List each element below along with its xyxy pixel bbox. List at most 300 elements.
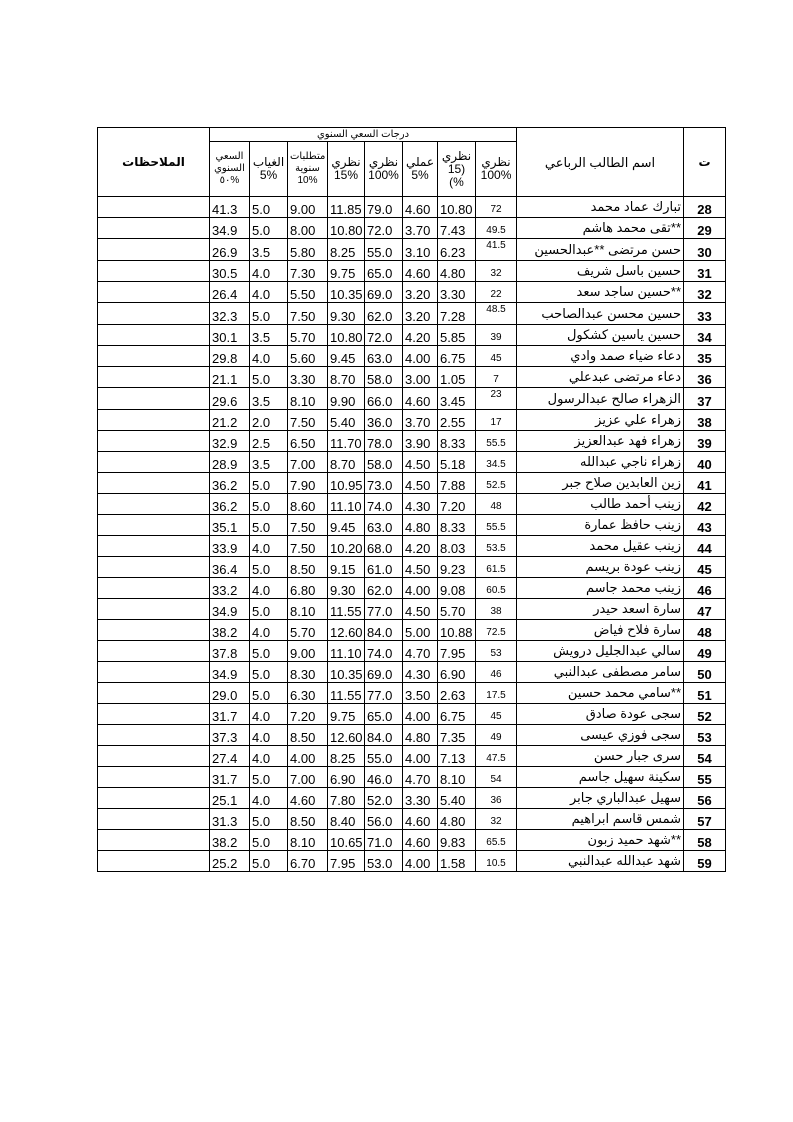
student-name-cell: حسين ياسين كشكول bbox=[517, 325, 684, 346]
annual-total-cell: 34.9 bbox=[210, 662, 250, 683]
annual-total-cell: 34.9 bbox=[210, 599, 250, 620]
practical-cell: 3.20 bbox=[403, 303, 438, 325]
absence-cell: 3.5 bbox=[250, 388, 288, 410]
notes-cell bbox=[98, 557, 210, 578]
practical-cell: 3.00 bbox=[403, 367, 438, 388]
theory-15-cell-a: 3.45 bbox=[438, 388, 476, 410]
theory-15-cell-a: 5.40 bbox=[438, 788, 476, 809]
theory-100-cell-a: 55.5 bbox=[476, 431, 517, 452]
theory-100-cell-b: 46.0 bbox=[365, 767, 403, 788]
annual-total-header: السعي السنوي %٥٠ bbox=[210, 142, 250, 197]
practical-cell: 4.00 bbox=[403, 704, 438, 725]
table-row bbox=[98, 641, 726, 662]
index-cell: 40 bbox=[684, 452, 726, 473]
annual-total-cell: 33.2 bbox=[210, 578, 250, 599]
theory-15-cell-a: 8.33 bbox=[438, 431, 476, 452]
table-row bbox=[98, 620, 726, 641]
table-row bbox=[98, 473, 726, 494]
theory-100-cell-a: 34.5 bbox=[476, 452, 517, 473]
requirements-cell: 8.50 bbox=[288, 557, 328, 578]
annual-total-cell: 27.4 bbox=[210, 746, 250, 767]
theory-15-cell-a: 10.88 bbox=[438, 620, 476, 641]
student-name-cell: سجى فوزي عيسى bbox=[517, 725, 684, 746]
notes-cell bbox=[98, 788, 210, 809]
index-header: ت bbox=[684, 128, 726, 197]
annual-total-cell: 36.2 bbox=[210, 494, 250, 515]
absence-cell: 4.0 bbox=[250, 261, 288, 282]
index-cell: 48 bbox=[684, 620, 726, 641]
annual-total-cell: 36.2 bbox=[210, 473, 250, 494]
absence-cell: 2.5 bbox=[250, 431, 288, 452]
theory-15-cell-b: 7.95 bbox=[328, 851, 365, 872]
practical-5-header: عملي 5% bbox=[403, 142, 438, 197]
theory-100-cell-a: 72.5 bbox=[476, 620, 517, 641]
annual-total-cell: 25.1 bbox=[210, 788, 250, 809]
theory-100-cell-b: 72.0 bbox=[365, 218, 403, 239]
annual-total-cell: 34.9 bbox=[210, 218, 250, 239]
theory-15-cell-b: 10.20 bbox=[328, 536, 365, 557]
index-cell: 53 bbox=[684, 725, 726, 746]
index-cell: 57 bbox=[684, 809, 726, 830]
theory-15-cell-b: 10.35 bbox=[328, 282, 365, 303]
practical-cell: 4.20 bbox=[403, 536, 438, 557]
theory-15-cell-b: 9.45 bbox=[328, 515, 365, 536]
requirements-cell: 3.30 bbox=[288, 367, 328, 388]
theory-100-header-b: نظري 100% bbox=[365, 142, 403, 197]
notes-cell bbox=[98, 388, 210, 410]
absence-cell: 5.0 bbox=[250, 494, 288, 515]
requirements-cell: 6.70 bbox=[288, 851, 328, 872]
table-row bbox=[98, 767, 726, 788]
student-name-header: اسم الطالب الرباعي bbox=[517, 128, 684, 197]
index-cell: 30 bbox=[684, 239, 726, 261]
table-row bbox=[98, 239, 726, 261]
theory-100-cell-b: 61.0 bbox=[365, 557, 403, 578]
absence-cell: 4.0 bbox=[250, 620, 288, 641]
requirements-cell: 7.00 bbox=[288, 452, 328, 473]
theory-15-cell-b: 9.90 bbox=[328, 388, 365, 410]
absence-cell: 3.5 bbox=[250, 325, 288, 346]
theory-100-cell-b: 72.0 bbox=[365, 325, 403, 346]
theory-15-cell-a: 5.85 bbox=[438, 325, 476, 346]
table-row bbox=[98, 261, 726, 282]
notes-cell bbox=[98, 578, 210, 599]
student-name-cell: شمس قاسم ابراهيم bbox=[517, 809, 684, 830]
requirements-cell: 8.50 bbox=[288, 809, 328, 830]
student-name-cell: الزهراء صالح عبدالرسول bbox=[517, 388, 684, 410]
theory-100-cell-a: 47.5 bbox=[476, 746, 517, 767]
theory-100-cell-b: 79.0 bbox=[365, 197, 403, 218]
index-cell: 36 bbox=[684, 367, 726, 388]
practical-cell: 4.50 bbox=[403, 599, 438, 620]
theory-15-cell-b: 7.80 bbox=[328, 788, 365, 809]
requirements-cell: 4.60 bbox=[288, 788, 328, 809]
theory-100-cell-a: 17 bbox=[476, 410, 517, 431]
table-row bbox=[98, 325, 726, 346]
student-name-cell: حسن مرتضى **عبدالحسين bbox=[517, 239, 684, 261]
requirements-cell: 5.70 bbox=[288, 325, 328, 346]
requirements-cell: 5.80 bbox=[288, 239, 328, 261]
table-row bbox=[98, 662, 726, 683]
theory-15-cell-b: 8.70 bbox=[328, 452, 365, 473]
theory-15-cell-b: 8.70 bbox=[328, 367, 365, 388]
theory-100-cell-b: 58.0 bbox=[365, 367, 403, 388]
theory-100-cell-b: 63.0 bbox=[365, 515, 403, 536]
theory-15-cell-a: 8.03 bbox=[438, 536, 476, 557]
requirements-cell: 8.10 bbox=[288, 388, 328, 410]
student-name-cell: دعاء ضياء صمد وادي bbox=[517, 346, 684, 367]
notes-cell bbox=[98, 767, 210, 788]
theory-100-cell-a: 32 bbox=[476, 809, 517, 830]
theory-15-cell-a: 9.23 bbox=[438, 557, 476, 578]
table-row bbox=[98, 578, 726, 599]
requirements-cell: 7.00 bbox=[288, 767, 328, 788]
theory-15-cell-b: 6.90 bbox=[328, 767, 365, 788]
theory-100-cell-a: 10.5 bbox=[476, 851, 517, 872]
theory-15-cell-b: 12.60 bbox=[328, 725, 365, 746]
student-name-cell: سارة فلاح فياض bbox=[517, 620, 684, 641]
student-name-cell: سجى عودة صادق bbox=[517, 704, 684, 725]
theory-15-cell-a: 1.58 bbox=[438, 851, 476, 872]
theory-100-cell-b: 74.0 bbox=[365, 641, 403, 662]
theory-100-cell-a: 49.5 bbox=[476, 218, 517, 239]
notes-cell bbox=[98, 239, 210, 261]
index-cell: 38 bbox=[684, 410, 726, 431]
absence-cell: 3.5 bbox=[250, 239, 288, 261]
table-row bbox=[98, 809, 726, 830]
theory-15-cell-b: 10.65 bbox=[328, 830, 365, 851]
practical-cell: 4.20 bbox=[403, 325, 438, 346]
table-row bbox=[98, 746, 726, 767]
student-name-cell: حسين باسل شريف bbox=[517, 261, 684, 282]
requirements-cell: 7.50 bbox=[288, 536, 328, 557]
table-row bbox=[98, 197, 726, 218]
absence-header: الغياب 5% bbox=[250, 142, 288, 197]
index-cell: 43 bbox=[684, 515, 726, 536]
notes-cell bbox=[98, 282, 210, 303]
annual-total-cell: 32.3 bbox=[210, 303, 250, 325]
theory-100-cell-a: 41.5 bbox=[476, 239, 517, 261]
theory-15-cell-a: 4.80 bbox=[438, 809, 476, 830]
notes-cell bbox=[98, 367, 210, 388]
notes-cell bbox=[98, 599, 210, 620]
notes-cell bbox=[98, 261, 210, 282]
index-cell: 31 bbox=[684, 261, 726, 282]
absence-cell: 4.0 bbox=[250, 282, 288, 303]
theory-15-header-a: نظري (15 %) bbox=[438, 142, 476, 197]
student-name-cell: **شهد حميد زبون bbox=[517, 830, 684, 851]
practical-cell: 4.60 bbox=[403, 261, 438, 282]
table-row bbox=[98, 704, 726, 725]
notes-cell bbox=[98, 410, 210, 431]
absence-cell: 2.0 bbox=[250, 410, 288, 431]
practical-cell: 4.70 bbox=[403, 767, 438, 788]
theory-15-cell-a: 7.35 bbox=[438, 725, 476, 746]
theory-100-cell-a: 49 bbox=[476, 725, 517, 746]
requirements-header: متطلبات سنوية 10% bbox=[288, 142, 328, 197]
absence-cell: 5.0 bbox=[250, 851, 288, 872]
annual-total-cell: 31.3 bbox=[210, 809, 250, 830]
theory-100-cell-b: 74.0 bbox=[365, 494, 403, 515]
table-row bbox=[98, 557, 726, 578]
theory-15-cell-a: 9.08 bbox=[438, 578, 476, 599]
absence-cell: 5.0 bbox=[250, 683, 288, 704]
theory-100-cell-b: 69.0 bbox=[365, 662, 403, 683]
annual-total-cell: 30.5 bbox=[210, 261, 250, 282]
annual-total-cell: 36.4 bbox=[210, 557, 250, 578]
practical-cell: 4.60 bbox=[403, 197, 438, 218]
annual-total-cell: 33.9 bbox=[210, 536, 250, 557]
practical-cell: 3.70 bbox=[403, 218, 438, 239]
table-row bbox=[98, 282, 726, 303]
theory-15-cell-a: 7.20 bbox=[438, 494, 476, 515]
notes-cell bbox=[98, 431, 210, 452]
notes-cell bbox=[98, 303, 210, 325]
theory-100-cell-b: 68.0 bbox=[365, 536, 403, 557]
theory-100-cell-b: 69.0 bbox=[365, 282, 403, 303]
theory-15-cell-a: 7.43 bbox=[438, 218, 476, 239]
table-row bbox=[98, 851, 726, 872]
theory-100-cell-b: 66.0 bbox=[365, 388, 403, 410]
requirements-cell: 7.20 bbox=[288, 704, 328, 725]
index-cell: 44 bbox=[684, 536, 726, 557]
student-name-cell: حسين محسن عبدالصاحب bbox=[517, 303, 684, 325]
student-name-cell: شهد عبدالله عبدالنبي bbox=[517, 851, 684, 872]
absence-cell: 5.0 bbox=[250, 641, 288, 662]
index-cell: 51 bbox=[684, 683, 726, 704]
annual-total-cell: 37.8 bbox=[210, 641, 250, 662]
requirements-cell: 5.70 bbox=[288, 620, 328, 641]
annual-effort-group-header: درجات السعي السنوي bbox=[210, 128, 517, 142]
notes-cell bbox=[98, 662, 210, 683]
student-name-cell: زينب عقيل محمد bbox=[517, 536, 684, 557]
index-cell: 34 bbox=[684, 325, 726, 346]
student-name-cell: سالي عبدالجليل درويش bbox=[517, 641, 684, 662]
student-name-cell: سكينة سهيل جاسم bbox=[517, 767, 684, 788]
notes-cell bbox=[98, 830, 210, 851]
theory-100-cell-b: 62.0 bbox=[365, 578, 403, 599]
theory-100-header-a: نظري 100% bbox=[476, 142, 517, 197]
absence-cell: 4.0 bbox=[250, 346, 288, 367]
theory-15-cell-b: 9.30 bbox=[328, 578, 365, 599]
student-name-cell: سهيل عبدالباري جابر bbox=[517, 788, 684, 809]
theory-15-cell-a: 9.83 bbox=[438, 830, 476, 851]
annual-total-cell: 29.8 bbox=[210, 346, 250, 367]
theory-100-cell-a: 52.5 bbox=[476, 473, 517, 494]
practical-cell: 4.00 bbox=[403, 346, 438, 367]
theory-100-cell-b: 78.0 bbox=[365, 431, 403, 452]
requirements-cell: 6.30 bbox=[288, 683, 328, 704]
practical-cell: 4.50 bbox=[403, 473, 438, 494]
student-name-cell: دعاء مرتضى عبدعلي bbox=[517, 367, 684, 388]
table-row bbox=[98, 388, 726, 410]
annual-total-cell: 32.9 bbox=[210, 431, 250, 452]
annual-total-cell: 38.2 bbox=[210, 620, 250, 641]
student-name-cell: **تقى محمد هاشم bbox=[517, 218, 684, 239]
theory-100-cell-a: 48 bbox=[476, 494, 517, 515]
annual-total-cell: 30.1 bbox=[210, 325, 250, 346]
theory-100-cell-a: 61.5 bbox=[476, 557, 517, 578]
index-cell: 28 bbox=[684, 197, 726, 218]
annual-total-cell: 31.7 bbox=[210, 704, 250, 725]
theory-100-cell-b: 55.0 bbox=[365, 239, 403, 261]
annual-total-cell: 37.3 bbox=[210, 725, 250, 746]
practical-cell: 5.00 bbox=[403, 620, 438, 641]
absence-cell: 4.0 bbox=[250, 704, 288, 725]
theory-15-cell-b: 11.55 bbox=[328, 599, 365, 620]
annual-total-cell: 21.1 bbox=[210, 367, 250, 388]
annual-total-cell: 41.3 bbox=[210, 197, 250, 218]
theory-15-cell-b: 11.10 bbox=[328, 494, 365, 515]
notes-cell bbox=[98, 683, 210, 704]
requirements-cell: 9.00 bbox=[288, 197, 328, 218]
absence-cell: 5.0 bbox=[250, 473, 288, 494]
theory-100-cell-a: 45 bbox=[476, 346, 517, 367]
theory-15-cell-b: 8.25 bbox=[328, 746, 365, 767]
index-cell: 49 bbox=[684, 641, 726, 662]
index-cell: 56 bbox=[684, 788, 726, 809]
theory-100-cell-b: 73.0 bbox=[365, 473, 403, 494]
index-cell: 29 bbox=[684, 218, 726, 239]
theory-15-cell-a: 6.90 bbox=[438, 662, 476, 683]
index-cell: 50 bbox=[684, 662, 726, 683]
student-name-cell: زينب عودة بريسم bbox=[517, 557, 684, 578]
notes-cell bbox=[98, 325, 210, 346]
theory-100-cell-a: 60.5 bbox=[476, 578, 517, 599]
theory-100-cell-a: 55.5 bbox=[476, 515, 517, 536]
notes-cell bbox=[98, 536, 210, 557]
index-cell: 55 bbox=[684, 767, 726, 788]
absence-cell: 3.5 bbox=[250, 452, 288, 473]
practical-cell: 4.30 bbox=[403, 662, 438, 683]
theory-15-cell-a: 1.05 bbox=[438, 367, 476, 388]
index-cell: 42 bbox=[684, 494, 726, 515]
table-row bbox=[98, 599, 726, 620]
practical-cell: 4.60 bbox=[403, 830, 438, 851]
student-name-cell: سامر مصطفى عبدالنبي bbox=[517, 662, 684, 683]
index-cell: 58 bbox=[684, 830, 726, 851]
practical-cell: 4.80 bbox=[403, 725, 438, 746]
absence-cell: 4.0 bbox=[250, 578, 288, 599]
theory-100-cell-b: 84.0 bbox=[365, 620, 403, 641]
notes-cell bbox=[98, 725, 210, 746]
requirements-cell: 8.30 bbox=[288, 662, 328, 683]
absence-cell: 5.0 bbox=[250, 197, 288, 218]
theory-15-cell-a: 10.80 bbox=[438, 197, 476, 218]
index-cell: 35 bbox=[684, 346, 726, 367]
theory-100-cell-b: 62.0 bbox=[365, 303, 403, 325]
theory-100-cell-b: 63.0 bbox=[365, 346, 403, 367]
requirements-cell: 7.30 bbox=[288, 261, 328, 282]
theory-100-cell-b: 65.0 bbox=[365, 261, 403, 282]
absence-cell: 4.0 bbox=[250, 788, 288, 809]
student-name-cell: زهراء علي عزيز bbox=[517, 410, 684, 431]
notes-cell bbox=[98, 494, 210, 515]
theory-100-cell-a: 23 bbox=[476, 388, 517, 410]
theory-15-cell-a: 6.23 bbox=[438, 239, 476, 261]
practical-cell: 3.10 bbox=[403, 239, 438, 261]
theory-100-cell-a: 32 bbox=[476, 261, 517, 282]
theory-100-cell-a: 65.5 bbox=[476, 830, 517, 851]
table-row bbox=[98, 725, 726, 746]
practical-cell: 4.70 bbox=[403, 641, 438, 662]
table-row bbox=[98, 431, 726, 452]
theory-15-cell-a: 7.13 bbox=[438, 746, 476, 767]
requirements-cell: 5.50 bbox=[288, 282, 328, 303]
table-row bbox=[98, 788, 726, 809]
student-name-cell: زينب حافظ عمارة bbox=[517, 515, 684, 536]
requirements-cell: 7.90 bbox=[288, 473, 328, 494]
table-row bbox=[98, 494, 726, 515]
practical-cell: 3.50 bbox=[403, 683, 438, 704]
practical-cell: 4.00 bbox=[403, 746, 438, 767]
theory-100-cell-a: 7 bbox=[476, 367, 517, 388]
practical-cell: 4.50 bbox=[403, 452, 438, 473]
student-name-cell: زهراء ناجي عبدالله bbox=[517, 452, 684, 473]
theory-100-cell-b: 84.0 bbox=[365, 725, 403, 746]
student-name-cell: **سامي محمد حسين bbox=[517, 683, 684, 704]
index-cell: 54 bbox=[684, 746, 726, 767]
student-name-cell: زين العابدين صلاح جبر bbox=[517, 473, 684, 494]
theory-100-cell-a: 22 bbox=[476, 282, 517, 303]
requirements-cell: 8.10 bbox=[288, 830, 328, 851]
theory-100-cell-b: 77.0 bbox=[365, 683, 403, 704]
notes-cell bbox=[98, 218, 210, 239]
theory-15-cell-a: 7.88 bbox=[438, 473, 476, 494]
theory-100-cell-b: 58.0 bbox=[365, 452, 403, 473]
theory-100-cell-b: 52.0 bbox=[365, 788, 403, 809]
theory-100-cell-b: 53.0 bbox=[365, 851, 403, 872]
theory-15-cell-b: 11.55 bbox=[328, 683, 365, 704]
requirements-cell: 7.50 bbox=[288, 303, 328, 325]
practical-cell: 4.50 bbox=[403, 557, 438, 578]
practical-cell: 3.90 bbox=[403, 431, 438, 452]
theory-100-cell-a: 46 bbox=[476, 662, 517, 683]
theory-15-cell-a: 7.95 bbox=[438, 641, 476, 662]
theory-15-cell-b: 12.60 bbox=[328, 620, 365, 641]
theory-15-cell-a: 5.18 bbox=[438, 452, 476, 473]
index-cell: 41 bbox=[684, 473, 726, 494]
theory-100-cell-a: 38 bbox=[476, 599, 517, 620]
table-row bbox=[98, 367, 726, 388]
absence-cell: 5.0 bbox=[250, 599, 288, 620]
notes-cell bbox=[98, 851, 210, 872]
theory-15-cell-a: 6.75 bbox=[438, 704, 476, 725]
theory-15-cell-a: 8.33 bbox=[438, 515, 476, 536]
index-cell: 59 bbox=[684, 851, 726, 872]
notes-cell bbox=[98, 620, 210, 641]
theory-15-cell-b: 9.75 bbox=[328, 261, 365, 282]
theory-15-header-b: نظري 15% bbox=[328, 142, 365, 197]
annual-total-cell: 29.6 bbox=[210, 388, 250, 410]
theory-100-cell-a: 53 bbox=[476, 641, 517, 662]
index-cell: 45 bbox=[684, 557, 726, 578]
theory-15-cell-b: 10.35 bbox=[328, 662, 365, 683]
theory-15-cell-b: 10.80 bbox=[328, 325, 365, 346]
requirements-cell: 9.00 bbox=[288, 641, 328, 662]
absence-cell: 5.0 bbox=[250, 218, 288, 239]
requirements-cell: 4.00 bbox=[288, 746, 328, 767]
requirements-cell: 7.50 bbox=[288, 410, 328, 431]
theory-100-cell-a: 72 bbox=[476, 197, 517, 218]
student-name-cell: تبارك عماد محمد bbox=[517, 197, 684, 218]
theory-15-cell-b: 11.85 bbox=[328, 197, 365, 218]
grades-body bbox=[98, 197, 726, 872]
theory-15-cell-b: 10.95 bbox=[328, 473, 365, 494]
annual-total-cell: 29.0 bbox=[210, 683, 250, 704]
theory-15-cell-b: 9.45 bbox=[328, 346, 365, 367]
index-cell: 37 bbox=[684, 388, 726, 410]
